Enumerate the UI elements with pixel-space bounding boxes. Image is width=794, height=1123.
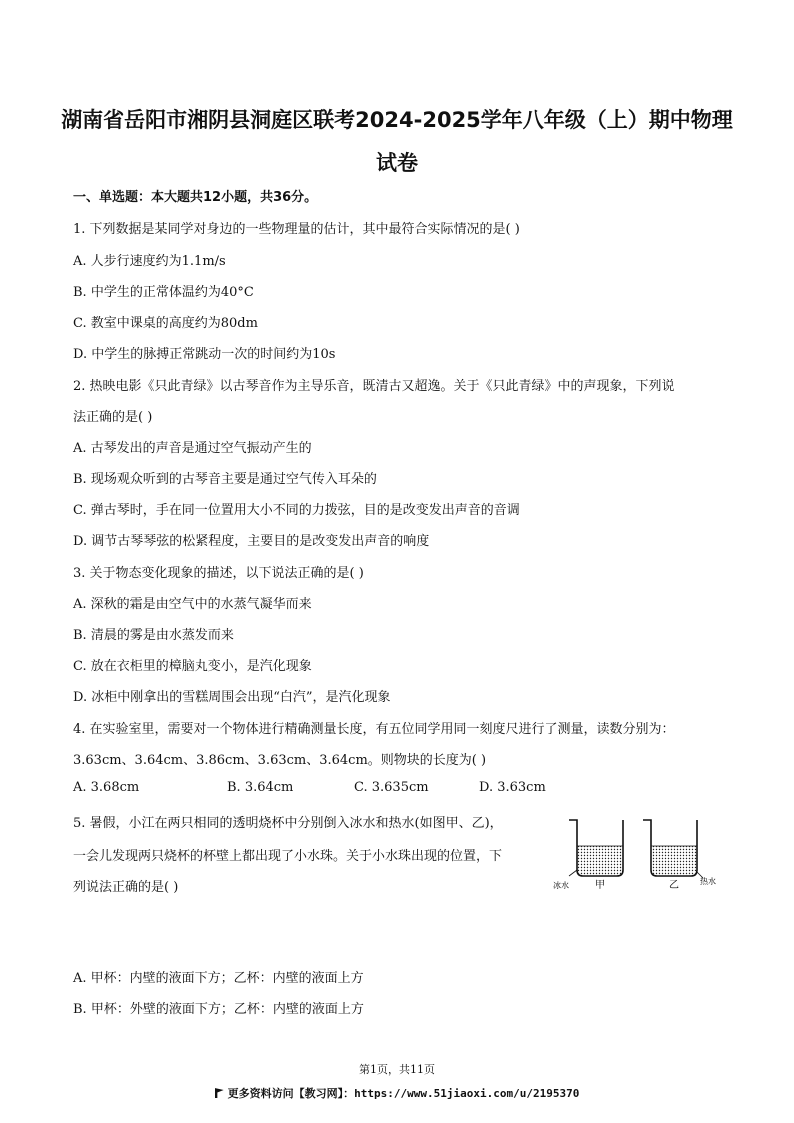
exam-title-line2: 试卷 <box>376 151 418 175</box>
exam-title-line1: 湖南省岳阳市湘阴县洞庭区联考2024-2025学年八年级（上）期中物理 <box>61 108 733 132</box>
q4-option-d: D. 3.63cm <box>479 780 546 795</box>
ice-water-liquid <box>577 846 623 875</box>
q5-option-b: B. 甲杯：外壁的液面下方；乙杯：内壁的液面上方 <box>73 1002 364 1017</box>
q3-option-a: A. 深秋的霜是由空气中的水蒸气凝华而来 <box>73 597 312 612</box>
q2-option-d: D. 调节古琴琴弦的松紧程度，主要目的是改变发出声音的响度 <box>73 534 430 549</box>
q3-option-c: C. 放在衣柜里的樟脑丸变小，是汽化现象 <box>73 659 312 674</box>
q2-option-c: C. 弹古琴时，手在同一位置用大小不同的力拨弦，目的是改变发出声音的音调 <box>73 503 520 518</box>
q3-option-b: B. 清晨的雾是由水蒸发而来 <box>73 628 234 643</box>
q4-stem-line2: 3.63cm、3.64cm、3.86cm、3.63cm、3.64cm。则物块的长度为( ) <box>73 753 487 768</box>
q2-option-b: B. 现场观众听到的古琴音主要是通过空气传入耳朵的 <box>73 472 377 487</box>
label-hot-water: 热水 <box>700 877 716 886</box>
label-ice-water: 冰水 <box>553 881 569 890</box>
page-footer: 第1页，共11页 <box>359 1063 435 1076</box>
beaker-jia <box>569 820 623 876</box>
promo-link[interactable] <box>0 1085 794 1101</box>
q4-stem-line1: 4. 在实验室里，需要对一个物体进行精确测量长度，有五位同学用同一刻度尺进行了测量，读数分别为： <box>73 722 675 737</box>
q2-stem-line2: 法正确的是( ) <box>73 410 153 425</box>
beaker-yi <box>643 820 703 878</box>
flag-icon <box>215 1088 224 1098</box>
q4-option-c: C. 3.635cm <box>354 780 429 795</box>
hot-water-liquid <box>651 846 697 875</box>
section-heading: 一、单选题：本大题共12小题，共36分。 <box>73 190 318 205</box>
q5-stem-line1: 5. 暑假，小江在两只相同的透明烧杯中分别倒入冰水和热水(如图甲、乙)， <box>73 816 503 831</box>
q4-option-b: B. 3.64cm <box>227 780 294 795</box>
q2-stem-line1: 2. 热映电影《只此青绿》以古琴音作为主导乐音，既清古又超逸。关于《只此青绿》中的声现象，下列说 <box>73 379 675 394</box>
q5-stem-line3: 列说法正确的是( ) <box>73 880 179 895</box>
label-yi: 乙 <box>669 880 679 891</box>
label-jia: 甲 <box>595 880 605 891</box>
q1-option-b: B. 中学生的正常体温约为40°C <box>73 285 254 300</box>
q1-option-d: D. 中学生的脉搏正常跳动一次的时间约为10s <box>73 347 336 362</box>
q5-option-a: A. 甲杯：内壁的液面下方；乙杯：内壁的液面上方 <box>73 971 364 986</box>
q2-option-a: A. 古琴发出的声音是通过空气振动产生的 <box>73 441 312 456</box>
q1-stem: 1. 下列数据是某同学对身边的一些物理量的估计，其中最符合实际情况的是( ) <box>73 222 520 237</box>
promo-text: 更多资料访问【教习网】：https://www.51jiaoxi.com/u/2195370 <box>227 1087 580 1100</box>
q1-option-a: A. 人步行速度约为1.1m/s <box>73 254 226 269</box>
beakers-figure <box>553 812 723 892</box>
q3-option-d: D. 冰柜中刚拿出的雪糕周围会出现“白汽”，是汽化现象 <box>73 690 391 705</box>
q1-option-c: C. 教室中课桌的高度约为80dm <box>73 316 258 331</box>
q3-stem: 3. 关于物态变化现象的描述，以下说法正确的是( ) <box>73 566 364 581</box>
q5-stem-line2: 一会儿发现两只烧杯的杯壁上都出现了小水珠。关于小水珠出现的位置，下 <box>73 849 503 864</box>
q4-option-a: A. 3.68cm <box>73 780 140 795</box>
